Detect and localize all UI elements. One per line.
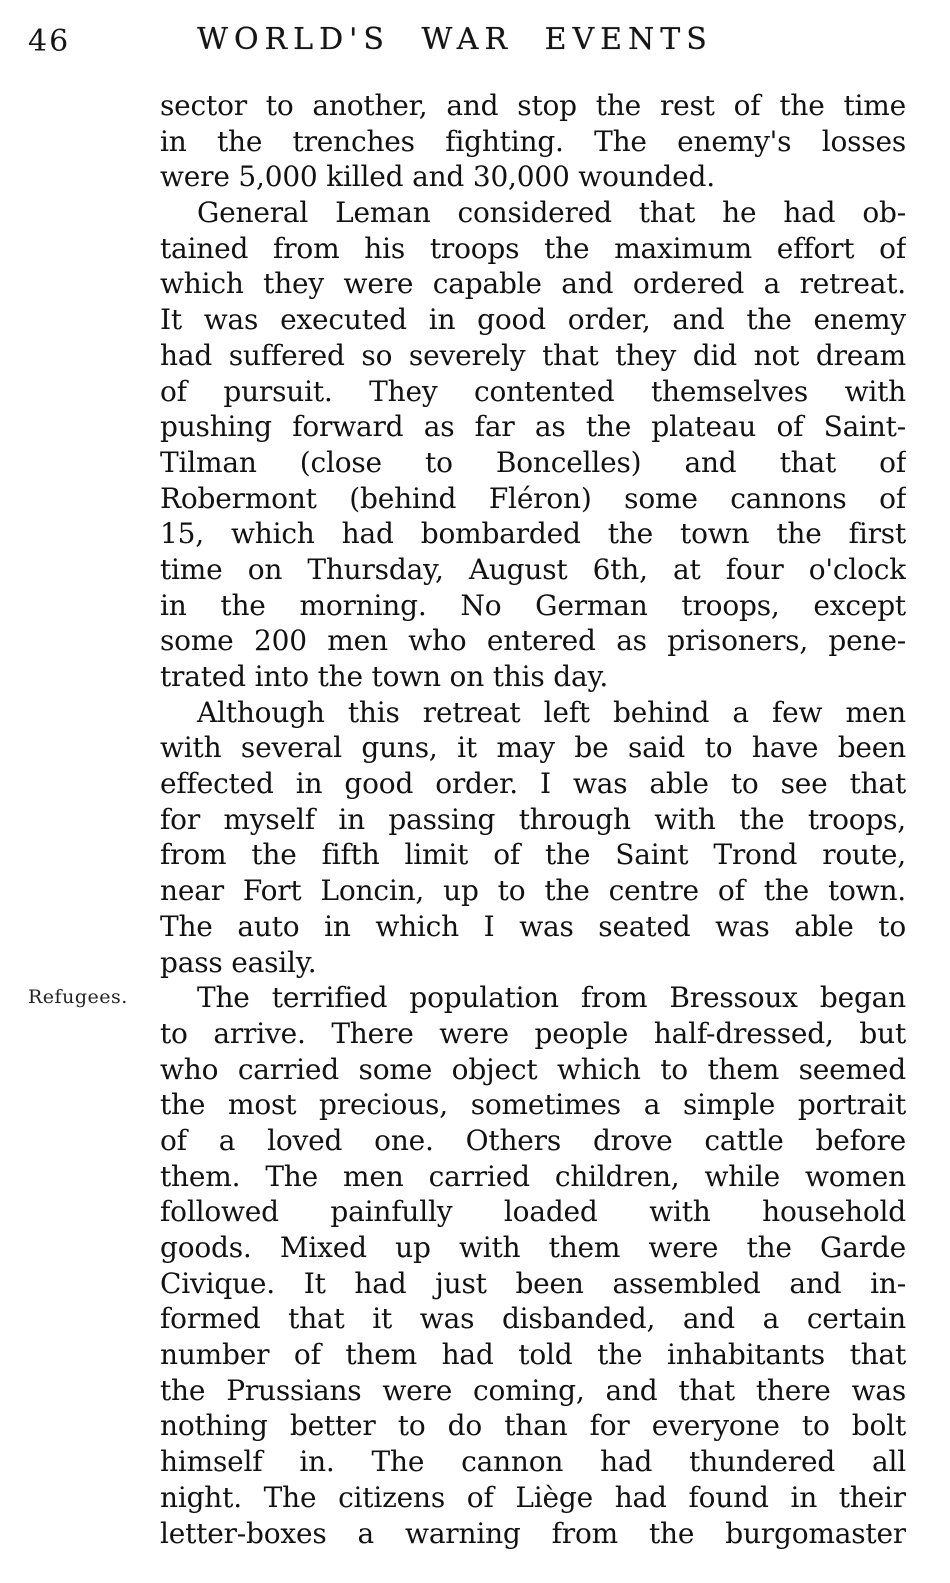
text-line: pushing forward as far as the plateau of Saint- [160,410,906,444]
text-line: nothing better to do than for everyone to bolt [160,1409,906,1443]
text-line: in the morning. No German troops, except [160,588,906,622]
page-body [160,88,906,1551]
margin-note-refugees: Refugees. [28,986,128,1008]
text-line: pass easily. [160,945,317,979]
text-line: some 200 men who entered as prisoners, pene- [160,624,906,658]
text-line: It was executed in good order, and the enemy [160,303,906,337]
text-line: himself in. The cannon had thundered all [160,1445,906,1479]
text-line: the Prussians were coming, and that there was [160,1373,906,1407]
text-line: followed painfully loaded with household [160,1195,906,1229]
paragraph-2 [160,195,906,695]
text-line: Robermont (behind Fléron) some cannons of [160,481,906,515]
text-line: with several guns, it may be said to have been [160,731,906,765]
text-line: time on Thursday, August 6th, at four o'clock [160,552,906,586]
text-line: of pursuit. They contented themselves with [160,374,906,408]
text-line: them. The men carried children, while women [160,1159,906,1193]
text-line: the most precious, sometimes a simple portrait [160,1088,906,1122]
text-line: sector to another, and stop the rest of the time [160,89,906,122]
text-line: which they were capable and ordered a retreat. [160,267,906,301]
text-line: in the trenches fighting. The enemy's losses [160,124,906,158]
text-line: were 5,000 killed and 30,000 wounded. [160,160,715,194]
text-line: The terrified population from Bressoux began [197,981,906,1015]
text-line: 15, which had bombarded the town the first [160,517,906,551]
text-line: Although this retreat left behind a few men [197,695,906,729]
text-line: letter-boxes a warning from the burgomaster [160,1516,906,1550]
text-line: The auto in which I was seated was able to [160,909,906,943]
page-number: 46 [28,24,71,59]
text-line: night. The citizens of Liège had found in their [160,1480,906,1514]
text-line: Civique. It had just been assembled and in- [160,1266,906,1300]
paragraph-4 [160,980,906,1551]
text-line: near Fort Loncin, up to the centre of the town. [160,874,906,908]
text-line: from the fifth limit of the Saint Trond route, [160,838,906,872]
text-line: General Leman considered that he had ob- [197,196,906,230]
text-line: number of them had told the inhabitants that [160,1338,906,1372]
text-line: effected in good order. I was able to see that [160,767,906,801]
text-line: tained from his troops the maximum effort of [160,231,906,265]
paragraph-1 [160,88,906,195]
text-line: of a loved one. Others drove cattle before [160,1123,906,1157]
text-line: had suffered so severely that they did not dream [160,338,906,372]
text-line: to arrive. There were people half-dressed, but [160,1016,906,1050]
text-line: for myself in passing through with the troops, [160,802,906,836]
text-line: formed that it was disbanded, and a certain [160,1302,906,1336]
text-line: who carried some object which to them seemed [160,1052,906,1086]
paragraph-3 [160,695,906,981]
text-line: trated into the town on this day. [160,660,609,693]
text-line: goods. Mixed up with them were the Garde [160,1231,906,1264]
running-title: WORLD'S WAR EVENTS [197,22,713,57]
text-line: Tilman (close to Boncelles) and that of [160,445,906,479]
